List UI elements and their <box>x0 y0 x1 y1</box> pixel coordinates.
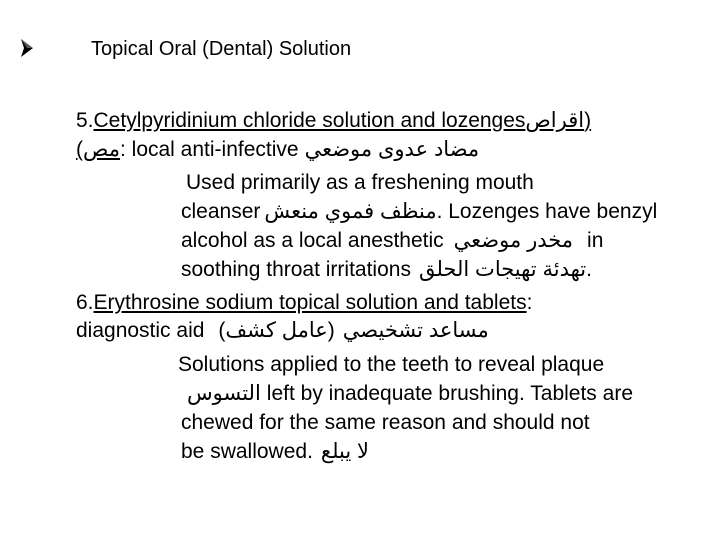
item6-name: Erythrosine sodium topical solution and tablets <box>93 291 527 314</box>
item5-desc4-rest: . <box>586 258 592 281</box>
item6-category-paren-arabic: (عامل كشف) <box>218 319 335 342</box>
item6-colon: : <box>526 291 533 314</box>
item5-number: 5. <box>76 109 94 132</box>
item5-category: : local anti-infective <box>119 138 299 161</box>
item5-paren-close: ( <box>76 138 83 161</box>
item6-desc-line3: chewed for the same reason and should not <box>181 411 590 434</box>
item5-desc2-text: cleanser <box>181 200 261 223</box>
item5-desc2-arabic: منظف فموي منعش <box>264 200 437 223</box>
item6-desc2-arabic: التسوس <box>187 382 261 405</box>
item6-desc4-arabic: لا يبلع <box>320 440 370 463</box>
item6-desc2-text: left by inadequate brushing. Tablets are <box>266 382 633 405</box>
item6-desc-line4 <box>181 439 369 465</box>
item5-arabic-suck: مص <box>83 138 120 161</box>
item6-line2 <box>76 318 489 344</box>
item5-desc-line2 <box>181 199 657 225</box>
item5-desc3-rest: in <box>587 229 604 252</box>
item5-desc-line3 <box>181 228 603 254</box>
item5-desc4-text: soothing throat irritations <box>181 258 411 281</box>
item6-desc-line1: Solutions applied to the teeth to reveal plaque <box>178 353 605 376</box>
item5-paren-open: ) <box>584 109 592 132</box>
item5-desc3-arabic: مخدر موضعي <box>453 229 574 252</box>
item6-number: 6. <box>76 291 94 314</box>
item5-name: Cetylpyridinium chloride solution and lozenges <box>93 109 526 132</box>
item6-category: diagnostic aid <box>76 319 205 342</box>
item5-name-arabic: اقراص <box>525 109 585 132</box>
item6-category-arabic: مساعد تشخيصي <box>342 319 489 342</box>
page-title: Topical Oral (Dental) Solution <box>91 38 352 60</box>
item5-desc-line4 <box>181 257 592 283</box>
item6-heading <box>76 290 532 316</box>
item5-heading <box>76 108 591 134</box>
item6-desc-line2 <box>183 381 633 407</box>
item5-desc-line1: Used primarily as a freshening mouth <box>186 171 534 194</box>
item6-desc4-text: be swallowed. <box>181 440 313 463</box>
item5-line2 <box>76 137 479 163</box>
item5-category-arabic: مضاد عدوى موضعي <box>304 138 480 161</box>
item5-desc3-text: alcohol as a local anesthetic <box>181 229 444 252</box>
arrowhead-bullet-icon <box>20 38 34 58</box>
item5-desc2-rest: . Lozenges have benzyl <box>436 200 658 223</box>
item5-desc4-arabic: تهدئة تهيجات الحلق <box>418 258 587 281</box>
